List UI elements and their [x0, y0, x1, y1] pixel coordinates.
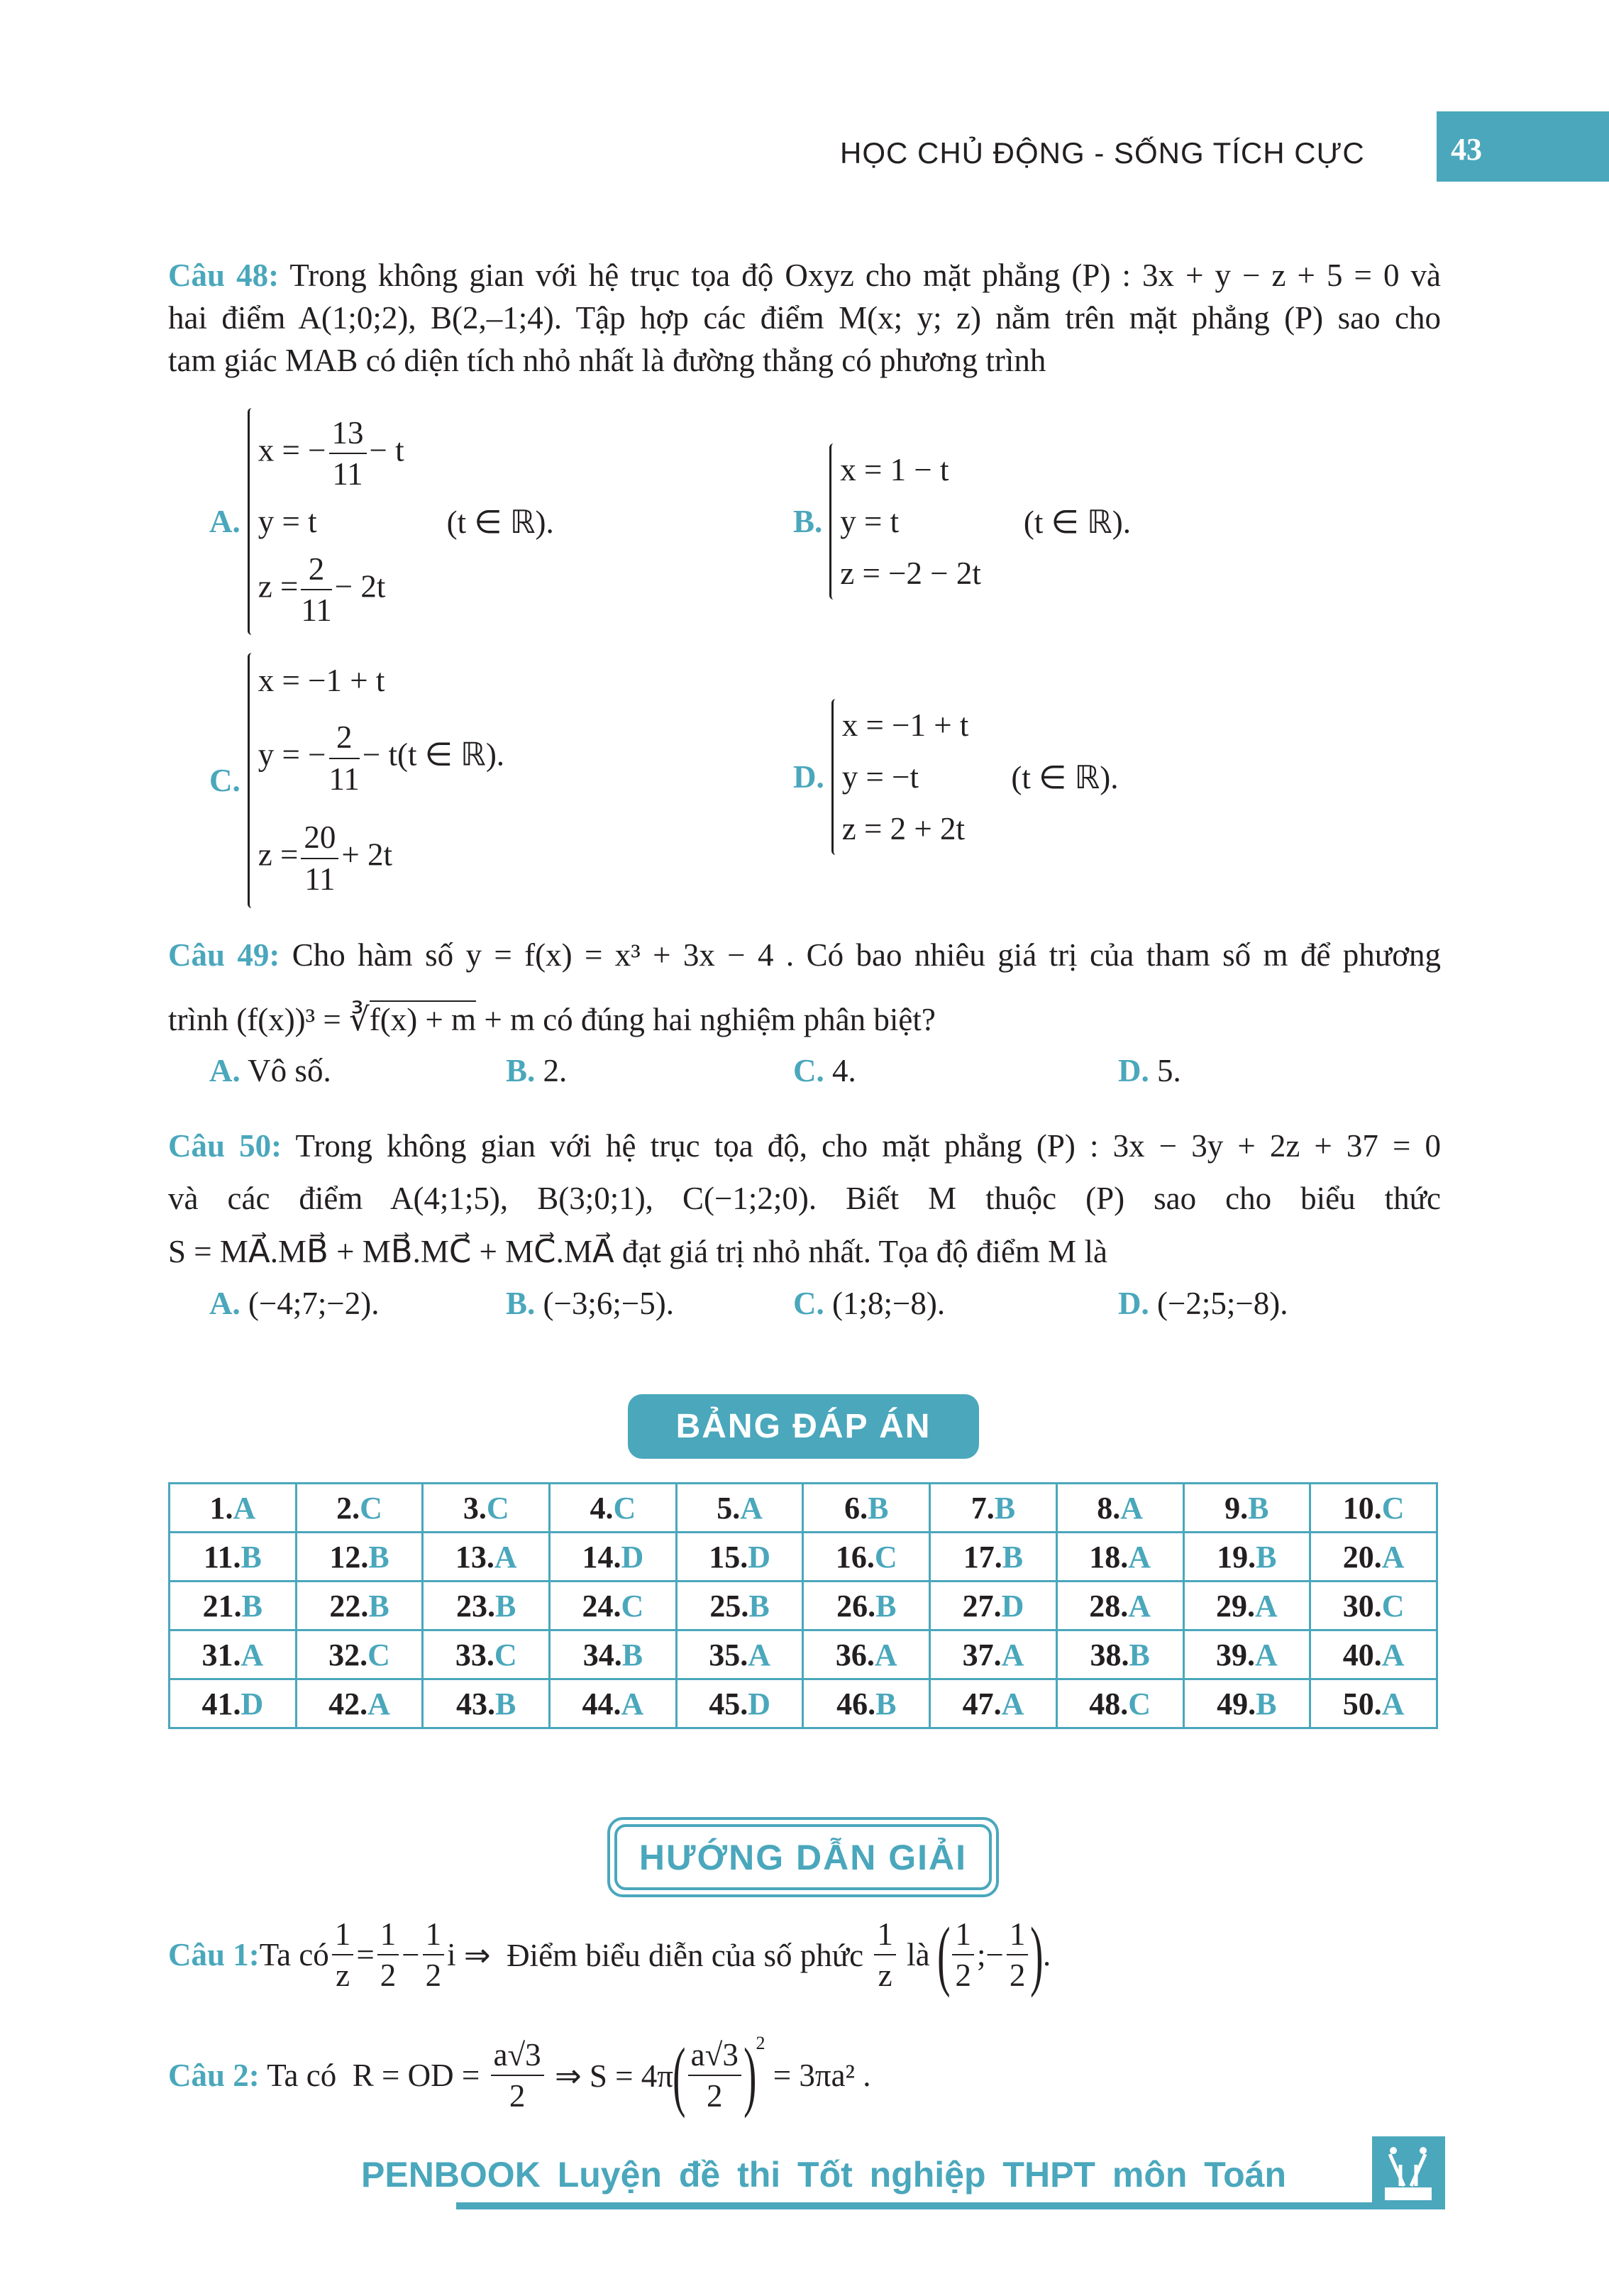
question-number: 22.	[329, 1588, 369, 1623]
answer-letter: A	[1254, 1637, 1278, 1672]
question-number: 34.	[582, 1637, 622, 1672]
answer-letter: C	[1381, 1490, 1405, 1525]
question-text: Cho hàm số y = f(x) = x³ + 3x − 4 . Có bao nhiêu giá trị của tham số m để phương	[292, 937, 1441, 973]
question-number: 3.	[463, 1490, 487, 1525]
answer-cell	[1310, 1630, 1437, 1679]
answer-cell	[170, 1484, 297, 1533]
answer-cell	[803, 1630, 930, 1679]
option-text: Vô số.	[240, 1053, 331, 1088]
answer-cell	[1183, 1679, 1310, 1728]
answer-letter: D	[621, 1539, 644, 1574]
answer-cell	[803, 1582, 930, 1630]
question-number: 13.	[455, 1539, 494, 1574]
option-label: B.	[793, 504, 823, 539]
q49-line2: trình (f(x))³ = ∛f(x) + m + m có đúng hai nghiệm phân biệt?	[168, 1002, 936, 1037]
q50-line1	[168, 1127, 1441, 1164]
answer-letter: B	[875, 1588, 897, 1623]
answer-letter: A	[1001, 1637, 1024, 1672]
question-number: 47.	[962, 1686, 1002, 1721]
q48-line3: tam giác MAB có diện tích nhỏ nhất là đường thẳng có phương trình	[168, 343, 1046, 378]
answer-letter: A	[1254, 1588, 1278, 1623]
question-number: 46.	[836, 1686, 876, 1721]
question-text: Trong không gian với hệ trục tọa độ, cho mặt phẳng (P) : 3x − 3y + 2z + 37 = 0	[295, 1128, 1441, 1164]
answer-cell	[930, 1582, 1057, 1630]
answer-letter: A	[1001, 1686, 1024, 1721]
option-label: D.	[1118, 1053, 1149, 1088]
q48-line2: hai điểm A(1;0;2), B(2,–1;4). Tập hợp các điểm M(x; y; z) nằm trên mặt phẳng (P) sao cho	[168, 300, 1441, 336]
question-number: 27.	[962, 1588, 1002, 1623]
answer-cell	[296, 1533, 423, 1582]
question-number: 6.	[844, 1490, 868, 1525]
option-text: (1;8;−8).	[824, 1286, 946, 1321]
question-number: 23.	[456, 1588, 496, 1623]
equation-system: x = −1 + t y = − $\frac{2}{11}$ − t(t ∈ ℝ). z = $\frac{20}{11}$ + 2t	[248, 653, 504, 908]
question-number: 8.	[1097, 1490, 1121, 1525]
answer-letter: C	[874, 1539, 897, 1574]
question-number: 39.	[1215, 1637, 1255, 1672]
answer-letter: D	[240, 1686, 264, 1721]
answer-cell	[676, 1533, 803, 1582]
answer-cell	[423, 1533, 550, 1582]
question-number: 17.	[963, 1539, 1002, 1574]
answer-cell	[676, 1582, 803, 1630]
q48-option-b[interactable]	[793, 440, 1131, 603]
question-text: Trong không gian với hệ trục tọa độ Oxyz cho mặt phẳng (P) : 3x + y − z + 5 = 0 và	[289, 258, 1442, 293]
answer-letter: B	[1256, 1539, 1277, 1574]
answer-letter: D	[1001, 1588, 1024, 1623]
answer-letter: C	[1128, 1686, 1151, 1721]
option-label: C.	[209, 763, 240, 798]
answer-key-table	[168, 1482, 1438, 1729]
answer-cell	[423, 1630, 550, 1679]
parameter-domain: (t ∈ ℝ).	[1023, 504, 1131, 540]
q50-option-b[interactable]	[506, 1285, 674, 1322]
answer-cell	[170, 1679, 297, 1728]
q50-line3: S = MA⃗.MB⃗ + MB⃗.MC⃗ + MC⃗.MA⃗ đạt giá trị nhỏ nhất. Tọa độ điểm M là	[168, 1234, 1107, 1269]
answer-cell	[1183, 1533, 1310, 1582]
answer-letter: B	[240, 1539, 262, 1574]
question-number: 31.	[201, 1637, 241, 1672]
solution-label: Câu 2:	[168, 2058, 260, 2093]
answer-letter: C	[621, 1588, 644, 1623]
question-number: 16.	[835, 1539, 875, 1574]
question-number: 30.	[1342, 1588, 1382, 1623]
question-number: 26.	[836, 1588, 876, 1623]
answer-letter: B	[994, 1490, 1016, 1525]
page-number: 43	[1437, 111, 1609, 182]
question-label: Câu 49:	[168, 937, 280, 973]
question-number: 5.	[717, 1490, 741, 1525]
answer-letter: C	[1381, 1588, 1405, 1623]
answer-letter: A	[1381, 1539, 1405, 1574]
q48-option-c[interactable]	[209, 653, 504, 908]
answer-cell	[676, 1630, 803, 1679]
answer-letter: A	[367, 1686, 390, 1721]
question-number: 19.	[1217, 1539, 1256, 1574]
question-number: 44.	[582, 1686, 621, 1721]
question-number: 1.	[209, 1490, 233, 1525]
q50-option-a[interactable]	[209, 1285, 379, 1322]
answer-row	[170, 1679, 1437, 1728]
answer-letter: B	[1248, 1490, 1269, 1525]
answer-letter: B	[621, 1637, 643, 1672]
question-number: 7.	[971, 1490, 995, 1525]
answer-letter: A	[1128, 1539, 1151, 1574]
question-number: 18.	[1089, 1539, 1129, 1574]
question-label: Câu 48:	[168, 258, 280, 293]
answer-cell	[550, 1582, 677, 1630]
answer-letter: A	[1128, 1588, 1151, 1623]
option-text: (−4;7;−2).	[240, 1286, 380, 1321]
question-number: 9.	[1224, 1490, 1249, 1525]
answer-cell	[170, 1533, 297, 1582]
answer-cell	[803, 1533, 930, 1582]
question-number: 20.	[1342, 1539, 1382, 1574]
question-number: 42.	[328, 1686, 368, 1721]
question-number: 33.	[455, 1637, 494, 1672]
option-label: D.	[1118, 1286, 1149, 1321]
answer-letter: B	[875, 1686, 897, 1721]
answer-cell	[550, 1533, 677, 1582]
answer-cell	[423, 1679, 550, 1728]
q49-option-d[interactable]	[1118, 1052, 1181, 1089]
answer-cell	[930, 1679, 1057, 1728]
solutions-title-box	[607, 1817, 999, 1897]
question-number: 48.	[1089, 1686, 1129, 1721]
question-number: 50.	[1342, 1686, 1382, 1721]
parameter-domain: (t ∈ ℝ).	[446, 504, 554, 540]
answer-letter: B	[748, 1588, 770, 1623]
option-label: C.	[793, 1053, 824, 1088]
answer-letter: C	[494, 1637, 517, 1672]
answer-row	[170, 1533, 1437, 1582]
answer-cell	[1183, 1582, 1310, 1630]
question-number: 2.	[336, 1490, 360, 1525]
answer-letter: B	[241, 1588, 263, 1623]
option-text: (−2;5;−8).	[1149, 1286, 1288, 1321]
question-number: 4.	[590, 1490, 614, 1525]
q48-line1	[168, 257, 1441, 294]
answer-cell	[296, 1630, 423, 1679]
option-text: 4.	[824, 1053, 856, 1088]
option-label: A.	[209, 1286, 240, 1321]
answer-cell	[1310, 1582, 1437, 1630]
q50-line2: và các điểm A(4;1;5), B(3;0;1), C(−1;2;0). Biết M thuộc (P) sao cho biểu thức	[168, 1181, 1441, 1216]
question-number: 36.	[835, 1637, 875, 1672]
answer-cell	[1056, 1679, 1183, 1728]
option-label: A.	[209, 1053, 240, 1088]
answer-cell	[550, 1484, 677, 1533]
equation-system: x = − $\frac{13}{11}$ − t y = t z = $\frac{2}{11}$ − 2t	[248, 408, 404, 635]
answer-cell	[676, 1484, 803, 1533]
answer-cell	[1310, 1484, 1437, 1533]
answer-letter: A	[1381, 1686, 1405, 1721]
question-number: 29.	[1215, 1588, 1255, 1623]
answer-row	[170, 1630, 1437, 1679]
option-label: D.	[793, 759, 824, 795]
question-number: 21.	[202, 1588, 242, 1623]
question-label: Câu 50:	[168, 1128, 282, 1164]
answer-cell	[1056, 1582, 1183, 1630]
answer-cell	[550, 1679, 677, 1728]
answer-key-title: BẢNG ĐÁP ÁN	[628, 1394, 979, 1459]
answer-letter: A	[748, 1637, 770, 1672]
answer-letter: B	[368, 1539, 389, 1574]
answer-letter: B	[495, 1588, 516, 1623]
answer-letter: A	[621, 1686, 644, 1721]
solutions-title: HƯỚNG DẪN GIẢI	[614, 1824, 992, 1890]
answer-row	[170, 1582, 1437, 1630]
answer-letter: C	[367, 1637, 390, 1672]
solution-label: Câu 1:	[168, 1937, 260, 1972]
option-label: C.	[793, 1286, 824, 1321]
q48-option-a[interactable]	[209, 404, 554, 639]
question-number: 10.	[1342, 1490, 1382, 1525]
answer-cell	[1183, 1484, 1310, 1533]
question-number: 45.	[709, 1686, 748, 1721]
answer-letter: A	[494, 1539, 517, 1574]
equation-system: x = −1 + t y = −t z = 2 + 2t	[831, 699, 969, 855]
option-text: (−3;6;−5).	[535, 1286, 674, 1321]
answer-letter: A	[740, 1490, 763, 1525]
option-text: 5.	[1149, 1053, 1181, 1088]
answer-cell	[1056, 1533, 1183, 1582]
answer-letter: B	[868, 1490, 889, 1525]
question-number: 14.	[582, 1539, 621, 1574]
answer-letter: B	[495, 1686, 516, 1721]
answer-cell	[170, 1630, 297, 1679]
question-number: 15.	[709, 1539, 748, 1574]
answer-letter: C	[613, 1490, 636, 1525]
question-number: 41.	[201, 1686, 241, 1721]
answer-cell	[676, 1679, 803, 1728]
option-label: B.	[506, 1286, 536, 1321]
answer-cell	[930, 1484, 1057, 1533]
question-number: 32.	[328, 1637, 368, 1672]
option-label: A.	[209, 504, 240, 539]
answer-cell	[803, 1679, 930, 1728]
answer-letter: D	[748, 1686, 770, 1721]
answer-letter: A	[1120, 1490, 1144, 1525]
answer-cell	[1310, 1533, 1437, 1582]
footer-title: PENBOOK Luyện đề thi Tốt nghiệp THPT môn Toán	[361, 2155, 1287, 2195]
question-number: 24.	[582, 1588, 621, 1623]
question-number: 49.	[1217, 1686, 1256, 1721]
footer-rule	[456, 2202, 1445, 2209]
option-label: B.	[506, 1053, 536, 1088]
q49-option-a[interactable]	[209, 1052, 331, 1089]
question-number: 35.	[709, 1637, 748, 1672]
answer-letter: C	[486, 1490, 509, 1525]
answer-letter: B	[1256, 1686, 1277, 1721]
question-number: 11.	[203, 1539, 241, 1574]
answer-cell	[296, 1582, 423, 1630]
answer-letter: A	[874, 1637, 897, 1672]
option-text: 2.	[535, 1053, 568, 1088]
q49-line1	[168, 937, 1441, 973]
answer-letter: B	[1129, 1637, 1150, 1672]
answer-cell	[1183, 1630, 1310, 1679]
equation-system: x = 1 − t y = t z = −2 − 2t	[829, 443, 981, 600]
publisher-logo-icon	[1372, 2136, 1445, 2207]
answer-cell	[423, 1582, 550, 1630]
q50-option-d[interactable]	[1118, 1285, 1288, 1322]
answer-cell	[930, 1630, 1057, 1679]
question-number: 38.	[1090, 1637, 1129, 1672]
answer-cell	[170, 1582, 297, 1630]
answer-cell	[803, 1484, 930, 1533]
answer-cell	[1056, 1630, 1183, 1679]
solution-1: Câu 1: Ta có 1 z = 1 2 − 1 2 i ⇒ Điểm biểu diễn của số phức 1 z là ( 1 2 ;− 1 2 ) .	[168, 1911, 1051, 1998]
answer-letter: A	[240, 1637, 264, 1672]
question-number: 40.	[1342, 1637, 1382, 1672]
answer-cell	[423, 1484, 550, 1533]
answer-letter: A	[233, 1490, 256, 1525]
solution-2: Câu 2: Ta có R = OD = $\frac{a√3}{2}$ ⇒ S = 4π ( a√3 2 ) $^2$ = 3πa² .	[168, 2031, 871, 2119]
q49-option-b[interactable]	[506, 1052, 567, 1089]
answer-cell	[296, 1484, 423, 1533]
question-number: 28.	[1089, 1588, 1129, 1623]
answer-cell	[1310, 1679, 1437, 1728]
question-number: 12.	[329, 1539, 369, 1574]
answer-letter: B	[368, 1588, 389, 1623]
answer-letter: B	[1002, 1539, 1024, 1574]
q50-option-c[interactable]	[793, 1285, 945, 1322]
answer-cell	[1056, 1484, 1183, 1533]
running-header: HỌC CHỦ ĐỘNG - SỐNG TÍCH CỰC	[840, 136, 1365, 170]
answer-letter: D	[748, 1539, 770, 1574]
question-number: 25.	[709, 1588, 749, 1623]
answer-letter: C	[360, 1490, 382, 1525]
question-number: 43.	[456, 1686, 496, 1721]
answer-row	[170, 1484, 1437, 1533]
q48-option-d[interactable]	[793, 695, 1118, 859]
answer-cell	[930, 1533, 1057, 1582]
question-number: 37.	[962, 1637, 1002, 1672]
answer-letter: A	[1381, 1637, 1405, 1672]
q49-option-c[interactable]	[793, 1052, 856, 1089]
parameter-domain: (t ∈ ℝ).	[1011, 759, 1119, 795]
answer-cell	[296, 1679, 423, 1728]
answer-cell	[550, 1630, 677, 1679]
